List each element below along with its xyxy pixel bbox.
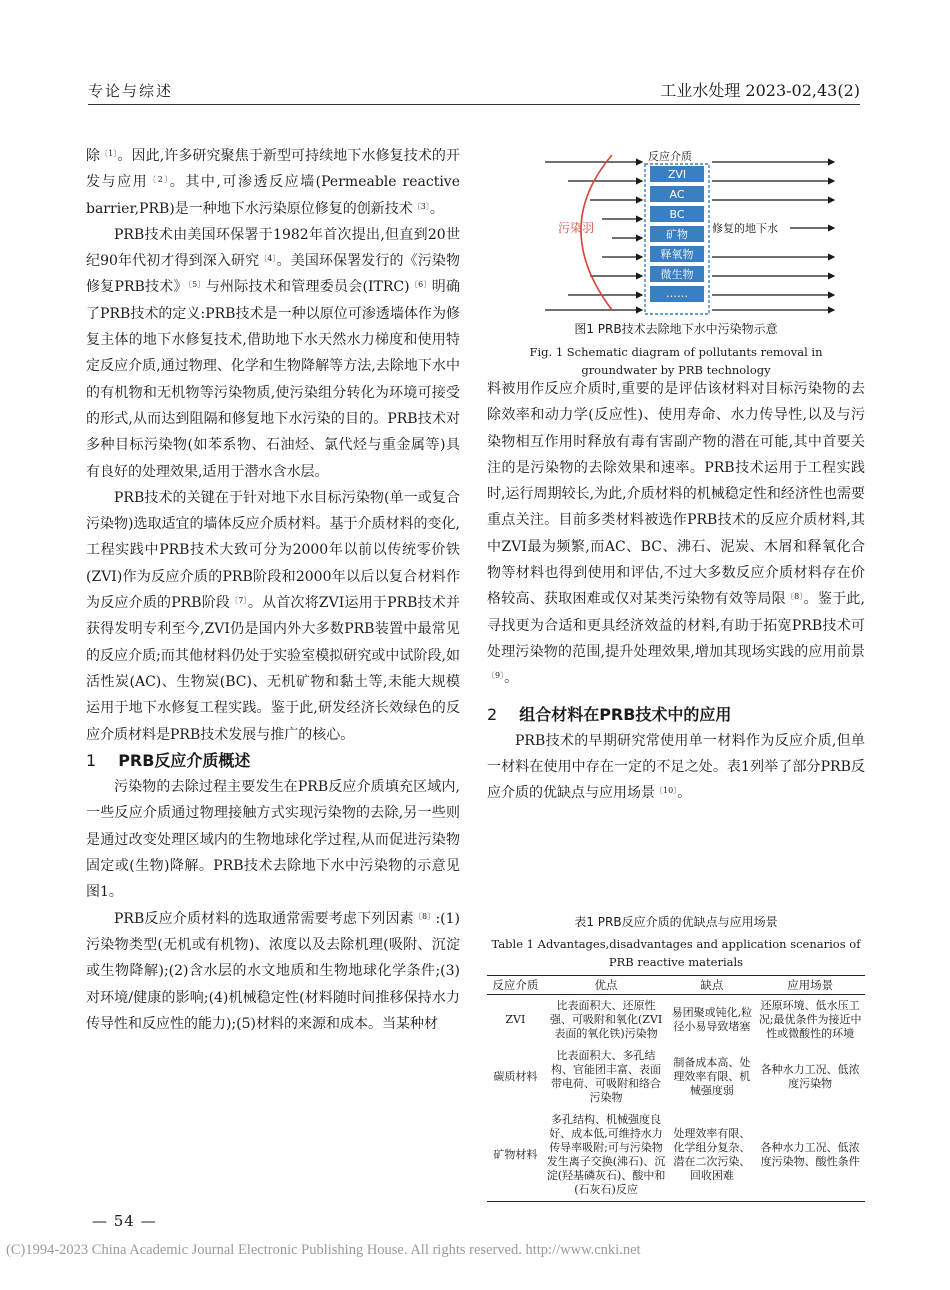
- table-1-caption-en: Table 1 Advantages,disadvantages and application scenarios of PRB reactive materials: [491, 937, 861, 969]
- paragraph: PRB反应介质材料的选取通常需要考虑下列因素$^{〔8〕}$:(1)污染物类型(无机或有机物)、浓度以及去除机理(吸附、沉淀或生物降解);(2)含水层的水文地质和生物地球化学条件;(3)对环境/健康的影响;(4)机械稳定性(材料随时间推移保持水力传导性和反应性的能力);(5)材料的来源和成本。当某种材: [86, 910, 460, 1032]
- media-label-more: ……: [666, 287, 688, 300]
- paragraph: PRB技术的关键在于针对地下水目标污染物(单一或复合污染物)选取适宜的墙体反应介质材料。基于介质材料的变化,工程实践中PRB技术大致可分为2000年以前以传统零价铁(ZVI)作为反应介质的PRB阶段和2000年以后以复合材料作为反应介质的PRB阶段$^{〔7〕}$。从首次将ZVI运用于PRB技术并获得发明专利至今,ZVI仍是国内外大多数PRB装置中最常见的反应介质;而其他材料仍处于实验室模拟研究或中试阶段,如活性炭(AC)、生物炭(BC)、无机矿物和黏土等,未能大规模运用于地下水修复工程实践。鉴于此,研发经济长效绿色的反应介质材料是PRB技术发展与推广的核心。: [86, 489, 460, 743]
- table-1-caption-zh: 表1 PRB反应介质的优缺点与应用场景: [574, 915, 778, 929]
- figure-1-caption-zh: 图1 PRB技术去除地下水中污染物示意: [574, 322, 778, 336]
- figure-1-diagram: [540, 150, 840, 315]
- table-header-row: [487, 976, 865, 995]
- running-header-section: 专论与综述: [88, 82, 174, 100]
- media-blocks: [650, 166, 704, 302]
- figure-1-caption-en: Fig. 1 Schematic diagram of pollutants removal in groundwater by PRB technology: [529, 345, 823, 377]
- table-cell: 多孔结构、机械强度良好、成本低,可维持水力传导率吸附;可与污染物发生离子交换(沸石)、沉淀(羟基磷灰石)、酸中和(石灰石)反应: [544, 1109, 669, 1202]
- table-1: [487, 975, 865, 1202]
- table-row: [487, 1045, 865, 1109]
- page-number: — 54 —: [92, 1212, 157, 1230]
- copyright-footer: (C)1994-2023 China Academic Journal Electronic Publishing House. All rights reserved. http://www.cnki.net: [6, 1242, 641, 1258]
- table-cell: 易团聚或钝化,粒径小易导致堵塞: [671, 1006, 753, 1033]
- paragraph: PRB技术的早期研究常使用单一材料作为反应介质,但单一材料在使用中存在一定的不足之处。表1列举了部分PRB反应介质的优缺点与应用场景$^{〔10〕}$。: [487, 732, 865, 802]
- inflow-arrows: [545, 162, 642, 310]
- paragraph: PRB技术由美国环保署于1982年首次提出,但直到20世纪90年代初才得到深入研究$^{〔4〕}$。美国环保署发行的《污染物修复PRB技术》$^{〔5〕}$与州际技术和管理委员会(ITRC)$^{〔6〕}$明确了PRB技术的定义:PRB技术是一种以原位可渗透墙体作为修复主体的地下水修复技术,借助地下水天然水力梯度和使用特定反应介质,通过物理、化学和生物降解等方法,去除地下水中的有机物和无机物等污染物质,使污染组分转化为环境可接受的形式,从而达到阻隔和修复地下水污染的目的。PRB技术对多种目标污染物(如苯系物、石油烃、氯代烃与重金属等)具有良好的处理效果,适用于潜水含水层。: [86, 226, 461, 480]
- table-cell: ZVI: [505, 1013, 526, 1026]
- media-label-mineral: 矿物: [666, 228, 688, 241]
- media-label-oxygen-release: 释氧物: [660, 248, 694, 261]
- right-column: [487, 376, 865, 807]
- section-heading-1: 1 PRB反应介质概述: [86, 750, 251, 770]
- left-column: [86, 143, 460, 1037]
- section-heading-2: 2 组合材料在PRB技术中的应用: [487, 704, 732, 724]
- column-header: 应用场景: [755, 976, 865, 995]
- paragraph: 除$^{〔1〕}$。因此,许多研究聚焦于新型可持续地下水修复技术的开发与应用$^{〔2〕}$。其中,可渗透反应墙(Permeable reactive barrier,PRB)是一种地下水污染原位修复的创新技术$^{〔3〕}$。: [86, 148, 461, 217]
- table-cell: 碳质材料: [493, 1070, 538, 1083]
- table-cell: 矿物材料: [487, 1109, 544, 1202]
- column-header: 反应介质: [487, 976, 544, 995]
- media-title-label: 反应介质: [648, 150, 692, 163]
- media-label-bc: BC: [669, 208, 685, 221]
- table-cell: 还原环境、低水压工况;最优条件为接近中性或微酸性的环境: [758, 999, 862, 1040]
- table-cell: 比表面积大、多孔结构、官能团丰富、表面带电荷、可吸附和络合污染物: [551, 1049, 662, 1104]
- running-header-journal: 工业水处理 2023-02,43(2): [660, 81, 860, 100]
- table-cell: 各种水力工况、低浓度污染物: [760, 1063, 860, 1090]
- media-label-ac: AC: [669, 188, 685, 201]
- table-row: [487, 1109, 865, 1202]
- header-rule: [88, 104, 860, 105]
- table-cell: 制备成本高、处理效率有限、机械强度弱: [673, 1056, 751, 1097]
- plume-label: 污染羽: [558, 221, 595, 235]
- column-header: 缺点: [668, 976, 755, 995]
- outflow-arrows: [712, 162, 834, 310]
- paragraph: 料被用作反应介质时,重要的是评估该材料对目标污染物的去除效率和动力学(反应性)、使用寿命、水力传导性,以及与污染物相互作用时释放有毒有害副产物的潜在可能,其中首要关注的是污染物的去除效果和速率。PRB技术运用于工程实践时,运行周期较长,为此,介质材料的机械稳定性和经济性也需要重点关注。目前多类材料被选作PRB技术的反应介质材料,其中ZVI最为频繁,而AC、BC、沸石、泥炭、木屑和释氧化合物等材料也得到使用和评估,不过大多数反应介质材料存在价格较高、获取困难或仅对某类污染物有效等局限$^{〔8〕}$。鉴于此,寻找更为合适和更具经济效益的材料,有助于拓宽PRB技术可处理污染物的范围,提升处理效果,增加其现场实践的应用前景$^{〔9〕}$。: [487, 381, 865, 687]
- table-cell: 比表面积大、还原性强、可吸附和氧化(ZVI表面的氧化铁)污染物: [549, 999, 663, 1040]
- paragraph: 污染物的去除过程主要发生在PRB反应介质填充区域内,一些反应介质通过物理接触方式实现污染物的去除,另一些则是通过改变处理区域内的生物地球化学过程,从而促进污染物固定或(生物)降解。PRB技术去除地下水中污染物的示意见图1。: [86, 779, 460, 901]
- media-label-microbe: 微生物: [660, 268, 694, 281]
- table-row: [487, 995, 865, 1046]
- column-header: 优点: [544, 976, 669, 995]
- table-cell: 处理效率有限、化学组分复杂、潜在二次污染、回收困难: [668, 1109, 755, 1202]
- media-label-zvi: ZVI: [667, 168, 687, 181]
- outflow-label: 修复的地下水: [712, 222, 778, 235]
- table-cell: 各种水力工况、低浓度污染物、酸性条件: [755, 1109, 865, 1202]
